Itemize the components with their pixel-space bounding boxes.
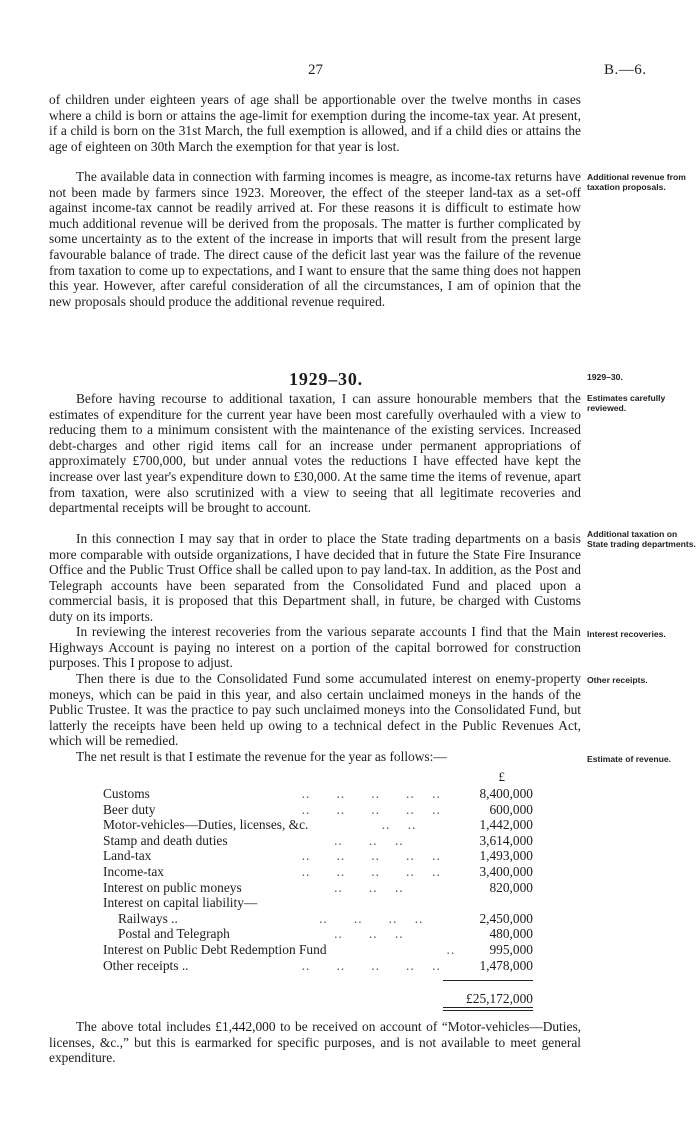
currency-symbol: £ [498,769,505,784]
row-amount: 600,000 [489,801,533,817]
row-amount: 3,614,000 [479,832,533,848]
revenue-total: £25,172,000 [466,991,533,1006]
row-label: Interest on Public Debt Redemption Fund [103,941,327,957]
leader-dots: .. [403,941,456,957]
margin-note-state-trading: Additional taxation on State trading departments. [587,529,696,549]
leader-dots: .. .. .. .. .. [293,863,441,879]
margin-note-additional-revenue: Additional revenue from taxation proposals. [587,172,686,192]
section-heading: 1929–30. [289,369,363,389]
row-label: Income-tax [103,863,164,879]
revenue-table [103,786,533,973]
table-row [103,802,533,818]
row-label: Postal and Telegraph [118,926,230,942]
row-label: Beer duty [103,801,156,817]
table-row [103,880,533,896]
row-amount: 480,000 [489,926,533,942]
leader-dots: .. .. .. [308,926,404,942]
row-amount: 2,450,000 [479,910,533,926]
table-row [103,817,533,833]
row-amount: 8,400,000 [479,786,533,801]
row-label: Motor-vehicles—Duties, licenses, &c. [103,817,309,833]
leader-dots: .. .. .. .. [293,910,424,926]
row-label: Interest on capital liability— [103,895,258,911]
margin-note-estimates: Estimates carefully reviewed. [587,393,666,413]
page-number: 27 [308,62,323,78]
total-rule-bottom-2 [443,1010,533,1011]
table-row [103,895,533,911]
table-row [103,942,533,958]
total-rule-bottom-1 [443,1007,533,1008]
paragraph-total-note: The above total includes £1,442,000 to be received on account of “Motor-vehicles—Duties, licenses, &c.,” but this is earmarked for specific purposes, and is not available to meet general expenditure. [49,1019,581,1066]
table-row [103,833,533,849]
row-label: Stamp and death duties [103,832,228,848]
row-label: Railways .. [118,910,178,926]
row-amount: 1,478,000 [479,957,533,973]
leader-dots: .. .. [373,817,417,833]
leader-dots: .. .. .. .. .. [293,848,441,864]
paragraph-net-result: The net result is that I estimate the revenue for the year as follows:— [76,749,447,764]
table-row [103,864,533,880]
row-label: Customs [103,786,150,801]
row-amount: 820,000 [489,879,533,895]
leader-dots: .. .. .. .. .. [293,801,441,817]
margin-note-other-receipts: Other receipts. [587,675,648,685]
paragraph-state-trading: In this connection I may say that in order to place the State trading departments on a basis more comparable with outside organizations, I have decided that in future the State Fire Insurance Office and the Public Trust Office shall be called upon to pay land-tax. In addition, as the Post and Telegraph accounts have been separated from the Consolidated Fund and placed upon a commercial basis, it is proposed that this Department shall, in future, be charged with Customs duty on its imports. [49,531,581,624]
table-row [103,958,533,974]
row-label: Land-tax [103,848,152,864]
paragraph-other-receipts: Then there is due to the Consolidated Fund some accumulated interest on enemy-property moneys, which can be paid in this year, and also certain unclaimed moneys in the hands of the Public Trustee. It was the practice to pay such unclaimed moneys into the Consolidated Fund, but latterly the receipts have been held up owing to a technical defect in the Public Revenues Act, which will be remedied. [49,671,581,749]
margin-note-interest-recoveries: Interest recoveries. [587,629,666,639]
leader-dots: .. .. .. .. .. [293,957,441,973]
leader-dots: .. .. .. [308,879,404,895]
row-amount: 995,000 [489,941,533,957]
leader-dots: .. .. .. [308,832,404,848]
paragraph-child-exemption: of children under eighteen years of age shall be apportionable over the twelve months in cases where a child is born or attains the age-limit for exemption during the income-tax year. At present, if a child is born on the 31st March, the full exemption is allowed, and if a child dies or attains the age of eighteen on 30th March the exemption for that year is lost. [49,92,581,154]
table-row [103,786,533,802]
margin-note-estimate-of-revenue: Estimate of revenue. [587,754,672,764]
row-amount: 1,442,000 [479,817,533,833]
paragraph-interest-recoveries: In reviewing the interest recoveries from the various separate accounts I find that the Main Highways Account is paying no interest on a portion of the capital borrowed for construction purposes. This I propose to adjust. [49,624,581,671]
table-row [103,848,533,864]
paragraph-estimates: Before having recourse to additional taxation, I can assure honourable members that the estimates of expenditure for the current year have been most carefully overhauled with a view to reducing them to a minimum consistent with the maintenance of the existing services. Increased debt-charges and other rigid items call for an increase under permanent appropriations of approximately £700,000, but under annual votes the reductions I have effected have kept the increase over last year's expenditure down to £30,000. At the same time the items of revenue, apart from taxation, were also scrutinized with a view to seeing that all legitimate recoveries and departmental receipts will be brought to account. [49,391,581,516]
row-label: Interest on public moneys [103,879,242,895]
paragraph-additional-revenue: The available data in connection with farming incomes is meagre, as income-tax returns have not been made by farmers since 1923. Moreover, the effect of the steeper land-tax as a set-off against income-tax cannot be readily arrived at. For these reasons it is difficult to estimate how much additional revenue will be derived from the proposals. The matter is further complicated by some uncertainty as to the extent of the increase in imports that will result from the present large favourable balance of trade. The direct cause of the deficit last year was the failure of the revenue from taxation to come up to expectations, and I want to ensure that the same thing does not happen this year. However, after careful consideration of all the circumstances, I am of opinion that the new proposals should produce the additional revenue required. [49,169,581,309]
margin-note-year: 1929–30. [587,372,623,382]
table-row [103,911,533,927]
total-rule-top [443,980,533,981]
row-label: Other receipts .. [103,957,189,973]
row-amount: 3,400,000 [479,863,533,879]
table-row [103,926,533,942]
row-amount: 1,493,000 [479,848,533,864]
document-reference: B.—6. [604,62,647,78]
leader-dots: .. .. .. .. .. [293,786,441,801]
